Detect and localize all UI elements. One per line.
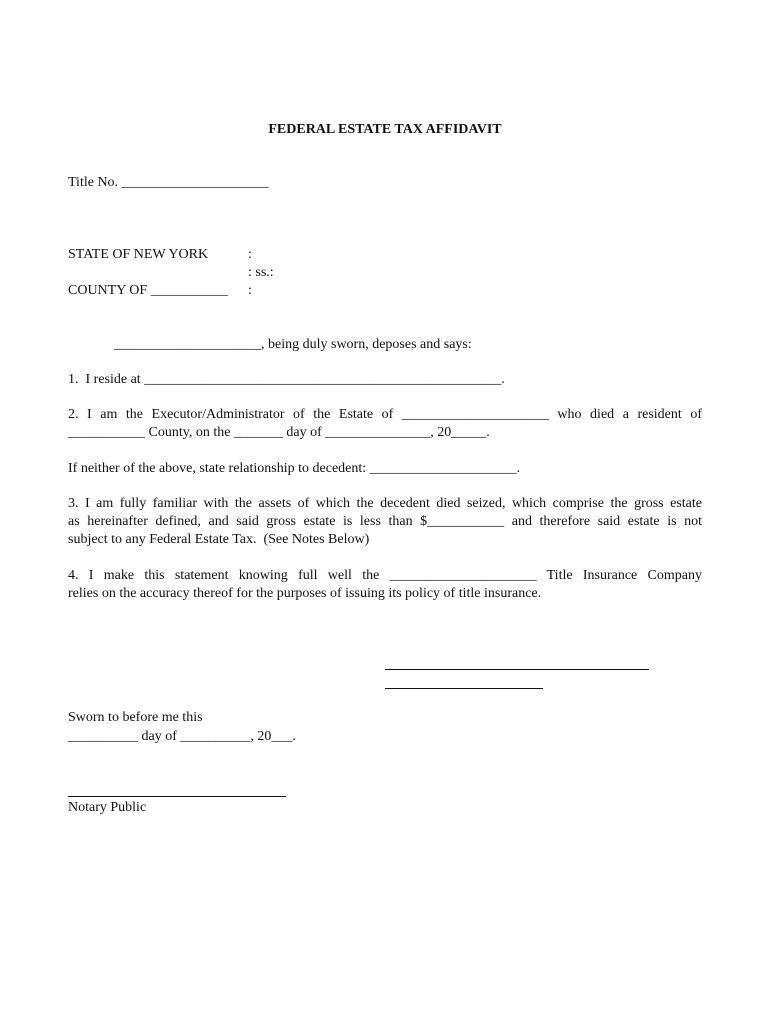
jurat-line-1: Sworn to before me this [68, 710, 203, 725]
signature-line [385, 669, 649, 670]
relationship-statement: If neither of the above, state relationship to decedent: _____________________. [68, 461, 521, 476]
venue-county: COUNTY OF ___________ [68, 283, 228, 298]
paragraph-4-line-2: relies on the accuracy thereof for the purposes of issuing its policy of title insurance. [68, 586, 542, 601]
paragraph-2-line-2: ___________ County, on the _______ day of _______________, 20_____. [68, 425, 490, 440]
venue-state: STATE OF NEW YORK [68, 247, 209, 262]
printed-name-line [385, 688, 543, 689]
notary-public-label: Notary Public [68, 800, 147, 815]
title-number-field: Title No. _____________________ [68, 175, 269, 190]
deponent-intro: _____________________, being duly sworn, deposes and says: [114, 337, 472, 352]
venue-colon: : [248, 247, 252, 262]
paragraph-4-line-1: 4. I make this statement knowing full well the _____________________ Title Insurance Company [68, 568, 702, 583]
paragraph-2-line-1: 2. I am the Executor/Administrator of the Estate of _____________________ who died a resident of [68, 407, 702, 422]
paragraph-3-line-2: as hereinafter defined, and said gross estate is less than $___________ and therefore said estate is not [68, 514, 702, 529]
venue-ss: : ss.: [248, 265, 274, 280]
venue-colon: : [248, 283, 252, 298]
paragraph-1-residence: 1. I reside at ___________________________________________________. [68, 372, 505, 387]
paragraph-3-line-1: 3. I am fully familiar with the assets of which the decedent died seized, which comprise the gross estate [68, 496, 702, 511]
jurat-line-2: __________ day of __________, 20___. [68, 729, 296, 744]
paragraph-3-line-3: subject to any Federal Estate Tax. (See Notes Below) [68, 532, 370, 547]
notary-signature-line [68, 796, 286, 797]
document-title: FEDERAL ESTATE TAX AFFIDAVIT [268, 122, 502, 137]
